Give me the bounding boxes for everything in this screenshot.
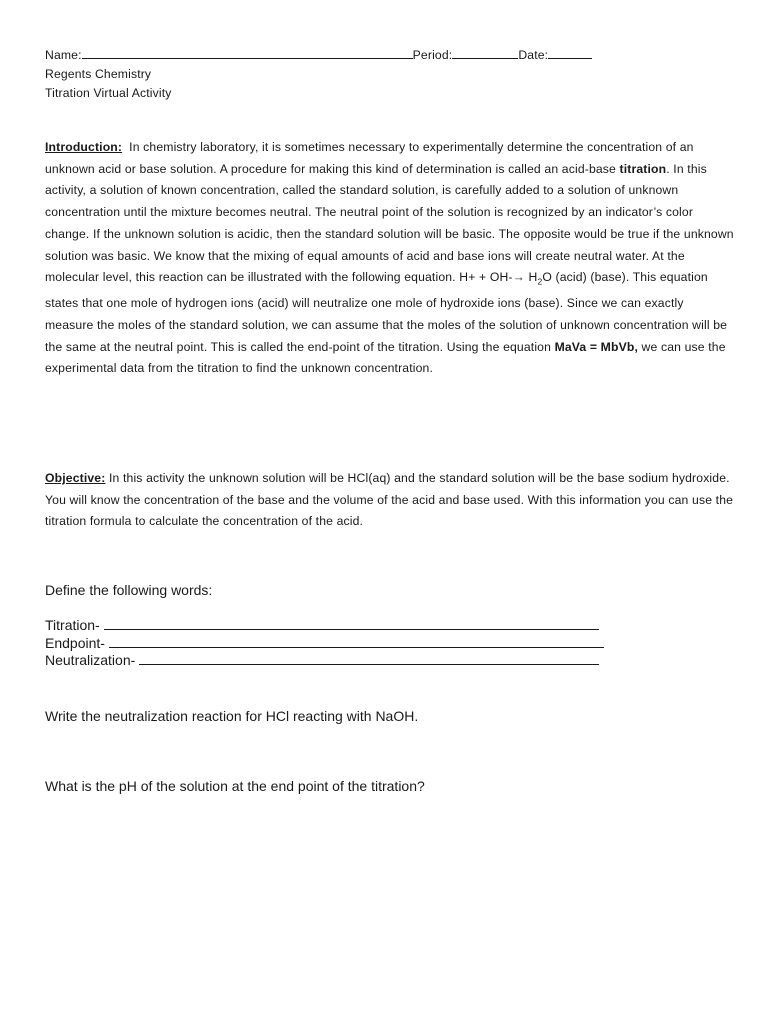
introduction-text: In chemistry laboratory, it is sometimes necessary to experimentally determine the concentration of an unknown acid or base solution. A procedure for making this kind of determination is called an acid-base — [45, 140, 694, 176]
definition-answer-line[interactable] — [109, 635, 604, 648]
define-words-title: Define the following words: — [45, 582, 213, 598]
arrow-icon: → — [512, 270, 525, 285]
worksheet-header — [45, 46, 592, 103]
titration-term: titration — [619, 161, 667, 176]
definition-row-neutralization — [45, 652, 604, 670]
activity-title: Titration Virtual Activity — [45, 86, 172, 100]
definitions-list — [45, 617, 604, 670]
definition-row-endpoint — [45, 635, 604, 653]
term-label: Neutralization- — [45, 652, 136, 668]
period-field[interactable] — [452, 46, 518, 59]
definition-row-titration — [45, 617, 604, 635]
introduction-text: O (acid) (base). This equation states that one mole of hydrogen ions (acid) will neutralize one mole of hydroxide ions (base). Since we can exactly measure the moles of the standard solution, we can assume that the moles of the solution of unknown concentration will be the same at the neutral point. This is called the end-point of the titration. Using the equation — [45, 270, 728, 354]
question-endpoint-ph: What is the pH of the solution at the end point of the titration? — [45, 778, 425, 794]
objective-heading: Objective: — [45, 471, 106, 485]
definition-answer-line[interactable] — [104, 617, 599, 630]
titration-formula: MaVa = MbVb, — [554, 339, 638, 354]
term-label: Titration- — [45, 617, 100, 633]
water-formula-subscript: 2 — [537, 276, 543, 287]
objective-paragraph — [45, 468, 735, 533]
course-name: Regents Chemistry — [45, 67, 152, 81]
name-label: Name: — [45, 48, 82, 62]
date-label: Date: — [518, 48, 549, 62]
objective-text: In this activity the unknown solution will be HCl(aq) and the standard solution will be the base sodium hydroxide. You will know the concentration of the base and the volume of the acid and base used. With this information you can use the titration formula to calculate the concentration of the acid. — [45, 471, 734, 529]
definition-answer-line[interactable] — [139, 652, 599, 665]
period-label: Period: — [412, 48, 453, 62]
introduction-paragraph — [45, 137, 735, 380]
question-neutralization-reaction: Write the neutralization reaction for HCl reacting with NaOH. — [45, 708, 419, 724]
name-period-date-row — [45, 46, 592, 65]
date-field[interactable] — [548, 46, 592, 59]
introduction-text: . In this activity, a solution of known concentration, called the standard solution, is carefully added to a solution of unknown concentration until the mixture becomes neutral. The neutral point of the solution is recognized by an indicator’s color change. If the unknown solution is acidic, then the standard solution will be basic. The opposite would be true if the unknown solution was basic. We know that the mixing of equal amounts of acid and base ions will create neutral water. At the molecular level, this reaction can be illustrated with the following equation. H+ + OH- — [45, 161, 734, 285]
water-formula-h: H — [528, 270, 538, 285]
introduction-text: we can use the experimental data from the titration to find the unknown concentration. — [45, 339, 726, 376]
name-field[interactable] — [82, 46, 413, 59]
introduction-heading: Introduction: — [45, 140, 123, 154]
term-label: Endpoint- — [45, 634, 105, 651]
